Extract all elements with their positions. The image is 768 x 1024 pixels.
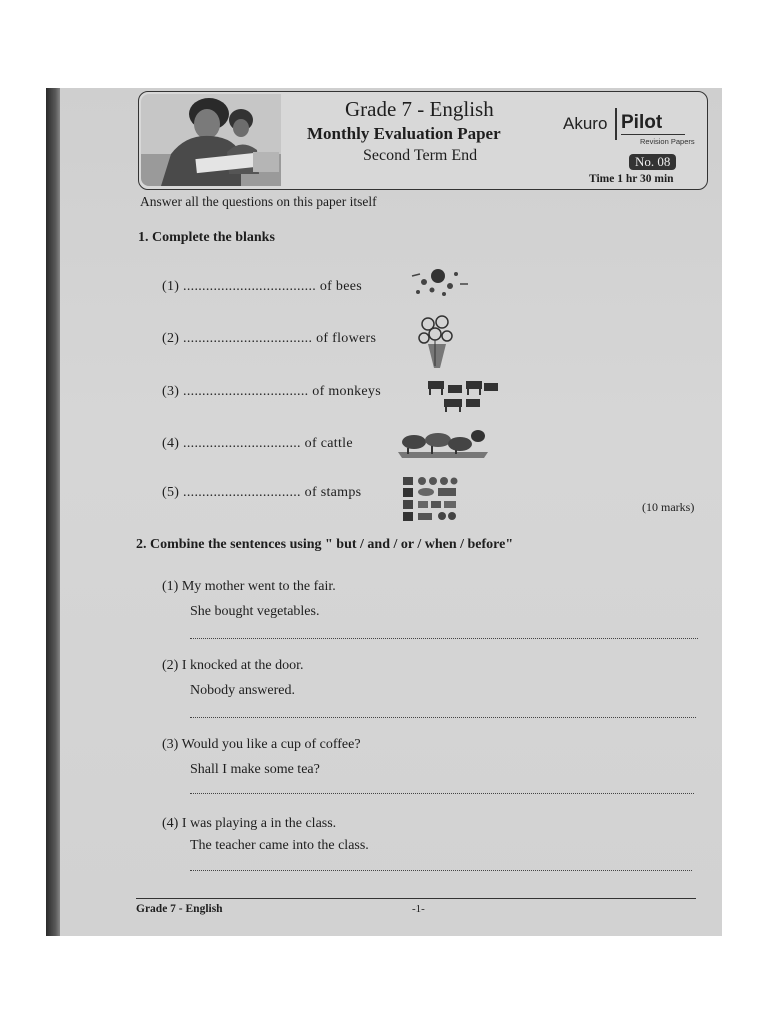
brand-right: Pilot	[621, 112, 663, 133]
paper-title: Monthly Evaluation Paper	[307, 124, 501, 143]
item-text: of cattle	[304, 436, 353, 451]
sentence-line-1: I knocked at the door.	[181, 658, 304, 673]
item-number: (3)	[162, 384, 180, 399]
item-number: (1)	[162, 579, 179, 594]
item-number: (1)	[162, 279, 180, 294]
q1-item-1	[162, 279, 362, 295]
time-allowed: Time 1 hr 30 min	[589, 173, 674, 185]
sentence-line-1: Would you like a cup of coffee?	[181, 737, 361, 752]
answer-line-2[interactable]	[190, 717, 696, 718]
item-number: (5)	[162, 485, 180, 500]
stamps-image	[402, 476, 458, 522]
students-photo	[141, 94, 281, 186]
sentence-line-2: She bought vegetables.	[190, 604, 320, 619]
answer-line-1[interactable]	[190, 638, 698, 639]
item-text: of stamps	[304, 485, 362, 500]
paper-number-badge: No. 08	[629, 154, 676, 170]
bees-image	[410, 264, 472, 300]
sentence-line-2: Shall I make some tea?	[190, 762, 320, 777]
sentence-line-2: Nobody answered.	[190, 683, 295, 698]
q2-item-1	[162, 574, 336, 624]
item-number: (2)	[162, 658, 179, 673]
brand-sub: Revision Papers	[640, 137, 695, 146]
exam-paper	[60, 88, 722, 936]
flowers-image	[416, 312, 456, 372]
answer-line-4[interactable]	[190, 870, 692, 871]
sentence-line-1: My mother went to the fair.	[181, 579, 336, 594]
cattle-image	[398, 424, 488, 460]
answer-blank[interactable]: ...............................	[183, 485, 301, 500]
answer-line-3[interactable]	[190, 793, 694, 794]
q1-item-5	[162, 485, 361, 501]
q1-item-4	[162, 436, 353, 452]
item-text: of monkeys	[312, 384, 381, 399]
marks-label: (10 marks)	[642, 500, 695, 514]
brand-left: Akuro	[563, 114, 608, 133]
footer-grade: Grade 7 - English	[136, 903, 223, 915]
answer-blank[interactable]: ..................................	[183, 331, 313, 346]
monkeys-image	[424, 377, 504, 413]
q2-item-3	[162, 732, 361, 782]
answer-blank[interactable]: ...................................	[183, 279, 317, 294]
footer-divider	[136, 898, 696, 899]
question-1-title: 1. Complete the blanks	[138, 230, 275, 245]
answer-blank[interactable]: ...............................	[183, 436, 301, 451]
item-text: of flowers	[316, 331, 377, 346]
q2-item-4	[162, 813, 369, 857]
item-number: (3)	[162, 737, 179, 752]
header-banner	[138, 91, 708, 190]
q2-item-2	[162, 653, 304, 703]
item-number: (4)	[162, 816, 179, 831]
item-number: (2)	[162, 331, 180, 346]
grade-title: Grade 7 - English	[345, 97, 494, 121]
instruction-text: Answer all the questions on this paper itself	[140, 194, 377, 209]
brand-logo	[563, 102, 703, 146]
question-2-title: 2. Combine the sentences using " but / and / or / when / before"	[136, 537, 514, 552]
item-text: of bees	[319, 279, 362, 294]
item-number: (4)	[162, 436, 180, 451]
term-label: Second Term End	[363, 147, 478, 164]
page-number: -1-	[412, 903, 425, 915]
q1-item-2	[162, 331, 376, 347]
sentence-line-2: The teacher came into the class.	[190, 838, 369, 853]
sentence-line-1: I was playing a in the class.	[181, 816, 337, 831]
q1-item-3	[162, 384, 381, 400]
answer-blank[interactable]: .................................	[183, 384, 309, 399]
